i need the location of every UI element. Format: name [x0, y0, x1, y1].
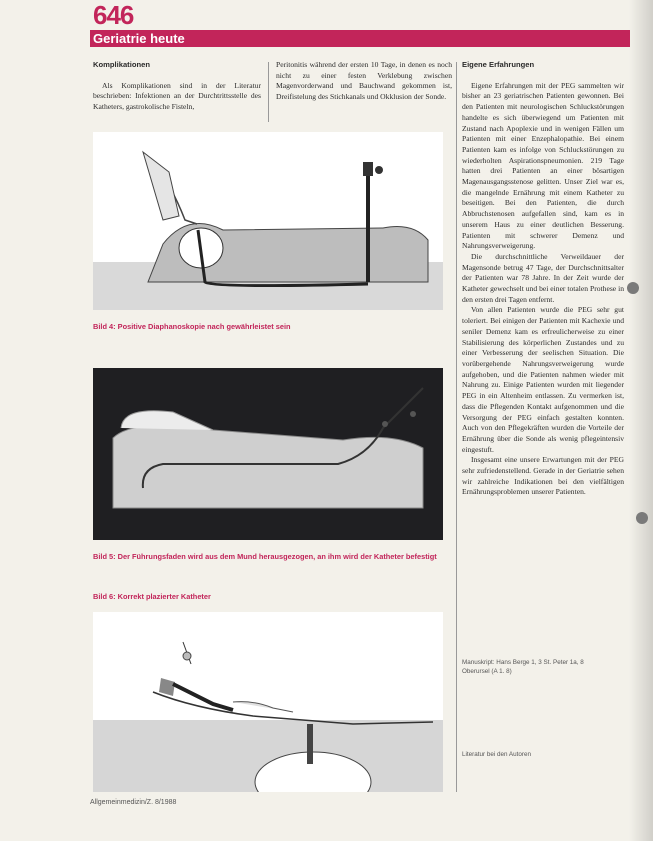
- paragraph: Peritonitis während der ersten 10 Tage, in denen es noch nicht zu einer festen Verklebung zwischen Magenvorderwand und Bauchwand gekommen ist, Dreifistelung des Stichkanals und Okklusion der Sonde.: [276, 60, 452, 102]
- figure-guide-thread: [93, 368, 443, 540]
- page-edge-shadow: [629, 0, 653, 841]
- illustration-placed-catheter: [93, 612, 443, 792]
- page-number: 646: [93, 0, 134, 30]
- figure-caption: Bild 6: Korrekt plazierter Katheter: [93, 592, 211, 601]
- paragraph: Von allen Patienten wurde die PEG sehr gut toleriert. Bei einigen der Patienten mit Kachexie und seniler Demenz kam es erfreulicherweise zu einer Stabilisierung des körperlichen Zustandes und zu einer Verbesserung der seelischen Situation. Die vorübergehende Nahrungsverweigerung wurde aufgehoben, und die Patienten nahmen wieder mit Nahrung zu. Einige Patienten wurden mit liegender PEG in ein Altenheim entlassen. Zu vermerken ist, dass die Pflegenden Kontakt aufgenommen und die Versorgung der PEG einfach gestalten konnten. Auch von den Pflegekräften wurden die Vorteile der Ernährung über die Sonde als wenig pflegeintensiv eingestuft.: [462, 305, 624, 454]
- column-middle: [276, 60, 452, 103]
- column-right: [462, 60, 624, 498]
- illustration-guide-thread: [93, 368, 443, 540]
- column-rule: [456, 62, 457, 792]
- paragraph: Insgesamt eine unsere Erwartungen mit der PEG sehr zufriedenstellend. Gerade in der Geriatrie sehen wir zahlreiche Indikationen bei den vielfältigen Ernährungsproblemen unserer Patienten.: [462, 455, 624, 497]
- paragraph: Die durchschnittliche Verweildauer der Magensonde betrug 47 Tage, der Durchschnittsalter der Patienten war 78 Jahre. In der Zeit wurde der Katheter gewechselt und bei einer totalen Prothese in den ersten drei Tagen entfernt.: [462, 251, 624, 304]
- heading-komplikationen: Komplikationen: [93, 60, 150, 69]
- section-title: Geriatrie heute: [93, 31, 185, 46]
- author-address: Manuskript: Hans Berge 1, 3 St. Peter 1a, 8 Oberursel (A 1. 8): [462, 659, 584, 675]
- literature-note: Literatur bei den Autoren: [462, 751, 531, 758]
- paragraph: Eigene Erfahrungen mit der PEG sammelten wir bisher an 23 geriatrischen Patienten gewonnen. Bei den Patienten mit neurologischen Schluckstörungen handelte es sich überwiegend um Patienten mit Zustand nach Apoplexie und in wenigen Fällen um Patienten mit einer Enzephalopathie. Bei einem Patienten kam es infolge von Schluckstörungen zu wiederholten Aspirationspneumonien. 219 Tage hatten drei Patienten an einer bösartigen Magenausgangsstenose gelitten. Unser Ziel war es, die mangelnde Ernährung mit einem Katheter zu beseitigen. Bei den Patienten, die durch Abbruchstenosen aufgefallen sind, kam es in unserem Haus zu einer deutlichen Besserung. Patienten mit schwerer Demenz und Nahrungsverweigerung.: [462, 80, 624, 251]
- binding-hole: [636, 512, 648, 524]
- illustration-patient-endoscopy: [93, 132, 443, 310]
- column-rule: [268, 62, 269, 122]
- figure-diaphanoscopy: [93, 132, 443, 310]
- figure-placed-catheter: [93, 612, 443, 792]
- heading-eigene-erfahrungen: Eigene Erfahrungen: [462, 60, 535, 69]
- figure-caption: Bild 5: Der Führungsfaden wird aus dem Mund herausgezogen, an ihm wird der Katheter befestigt: [93, 552, 437, 561]
- column-left: [93, 60, 261, 113]
- paragraph: Als Komplikationen sind in der Literatur beschrieben: Infektionen an der Durchtrittsstelle des Katheters, gastrokolische Fisteln,: [93, 80, 261, 112]
- page-footer: Allgemeinmedizin/Z. 8/1988: [90, 799, 177, 806]
- figure-caption: Bild 4: Positive Diaphanoskopie nach gewährleistet sein: [93, 322, 291, 331]
- binding-hole: [627, 282, 639, 294]
